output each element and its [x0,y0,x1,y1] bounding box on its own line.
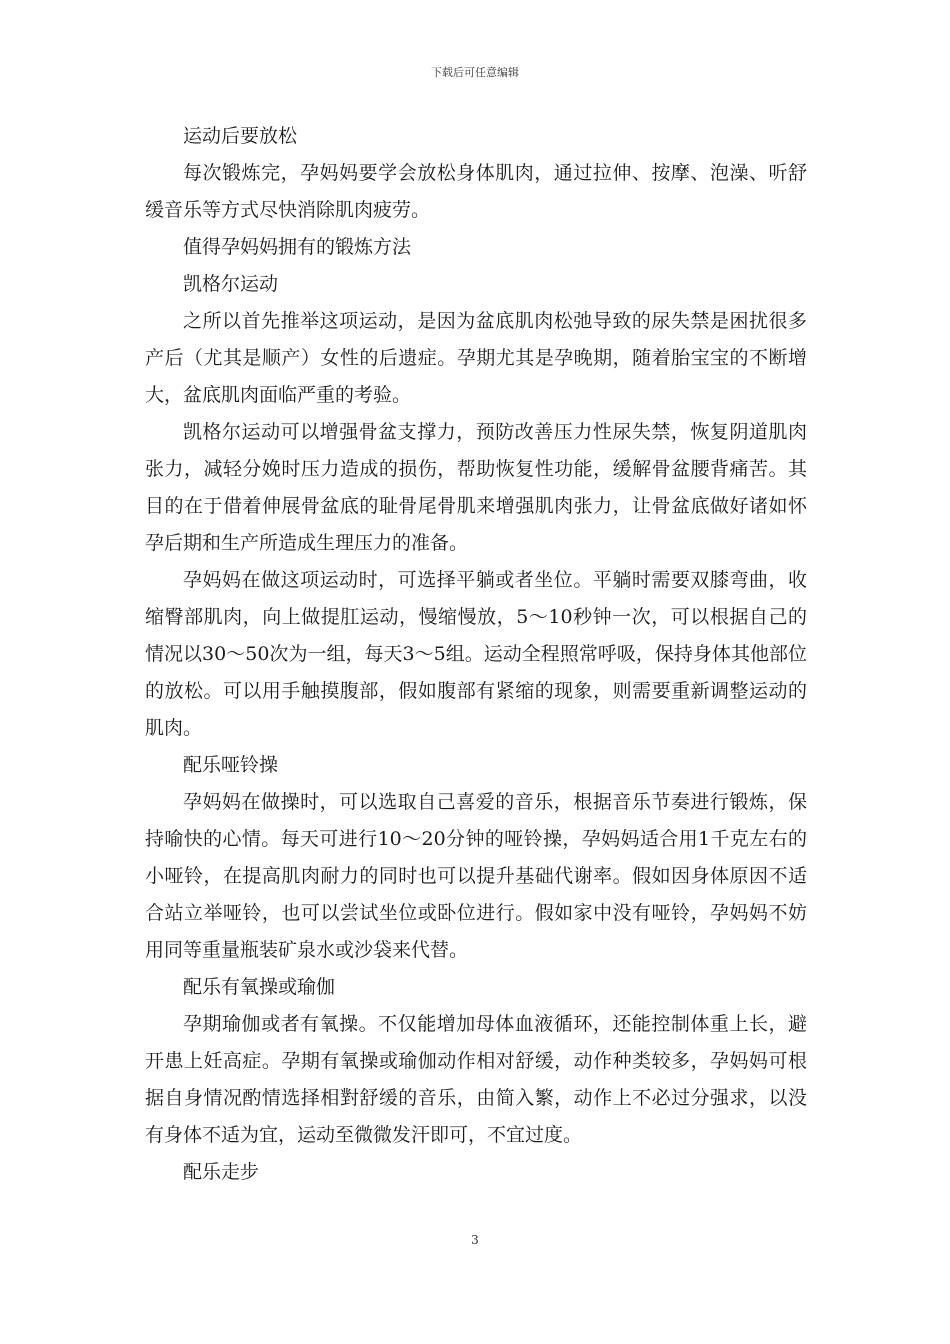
paragraph-relax: 每次锻炼完，孕妈妈要学会放松身体肌肉，通过拉伸、按摩、泡澡、听舒缓音乐等方式尽快消除肌肉疲劳。 [145,162,807,221]
section-heading-dumbbell: 配乐哑铃操 [183,754,279,776]
section-heading-relax: 运动后要放松 [183,125,298,147]
paragraph-kegel-benefits: 凯格尔运动可以增强骨盆支撑力，预防改善压力性尿失禁，恢复阴道肌肉张力，减轻分娩时压力造成的损伤，帮助恢复性功能，缓解骨盆腰背痛苦。其目的在于借着伸展骨盆底的耻骨尾骨肌来增强肌肉张力，让骨盆底做好诸如怀孕后期和生产所造成生理压力的准备。 [145,421,807,554]
paragraph-kegel-howto: 孕妈妈在做这项运动时，可选择平躺或者坐位。平躺时需要双膝弯曲，收缩臀部肌肉，向上做提肛运动，慢缩慢放，5～10秒钟一次，可以根据自己的情况以30～50次为一组，每天3～5组。运动全程照常呼吸，保持身体其他部位的放松。可以用手触摸腹部，假如腹部有紧缩的现象，则需要重新调整运动的肌肉。 [145,569,807,739]
page-number: 3 [471,1233,479,1247]
section-heading-kegel: 凯格尔运动 [183,273,279,295]
paragraph-dumbbell: 孕妈妈在做操时，可以选取自己喜爱的音乐，根据音乐节奏进行锻炼，保持喻快的心情。每天可进行10～20分钟的哑铃操，孕妈妈适合用1千克左右的小哑铃，在提高肌肉耐力的同时也可以提升基础代谢率。假如因身体原因不适合站立举哑铃，也可以尝试坐位或卧位进行。假如家中没有哑铃，孕妈妈不妨用同等重量瓶装矿泉水或沙袋来代替。 [145,791,807,961]
section-heading-methods: 值得孕妈妈拥有的锻炼方法 [183,236,412,258]
paragraph-aerobics-yoga: 孕期瑜伽或者有氧操。不仅能增加母体血液循环，还能控制体重上长，避开患上妊高症。孕期有氧操或瑜伽动作相对舒缓，动作种类较多，孕妈妈可根据自身情况酌情选择相對舒缓的音乐，由简入繁，动作上不必过分强求，以没有身体不适为宜，运动至微微发汗即可，不宜过度。 [145,1013,807,1146]
paragraph-kegel-intro: 之所以首先推举这项运动，是因为盆底肌肉松弛导致的尿失禁是困扰很多产后（尤其是顺产）女性的后遗症。孕期尤其是孕晚期，随着胎宝宝的不断增大，盆底肌肉面临严重的考验。 [145,310,807,406]
section-heading-aerobics-yoga: 配乐有氧操或瑜伽 [183,976,336,998]
page-header: 下载后可任意编辑 [431,66,519,79]
document-body [145,118,807,1191]
section-heading-walking: 配乐走步 [183,1161,260,1183]
